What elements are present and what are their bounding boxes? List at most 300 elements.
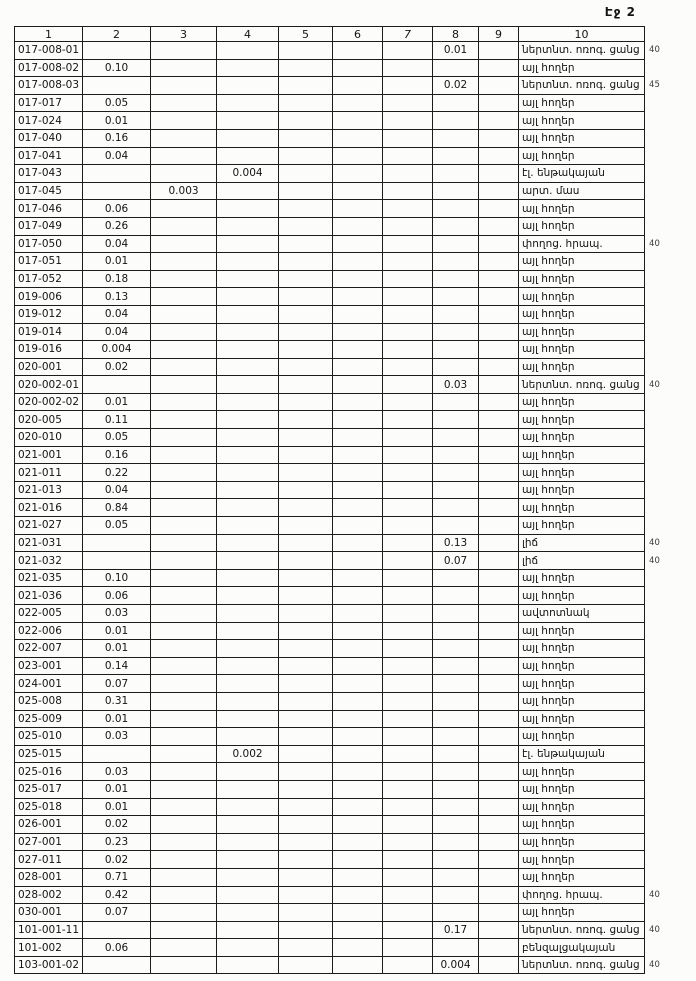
value-cell: 0.23 xyxy=(83,833,151,851)
value-cell xyxy=(479,552,519,570)
land-use-label: այլ հողեր xyxy=(519,464,645,482)
value-cell xyxy=(383,323,433,341)
value-cell xyxy=(217,217,279,235)
value-cell xyxy=(333,200,383,218)
table-row xyxy=(15,657,669,675)
value-cell xyxy=(151,341,217,359)
value-cell xyxy=(217,534,279,552)
parcel-code: 017-049 xyxy=(15,217,83,235)
value-cell: 0.06 xyxy=(83,939,151,957)
margin-note: 40 xyxy=(649,238,660,249)
value-cell xyxy=(279,42,333,60)
value-cell xyxy=(151,675,217,693)
value-cell: 0.02 xyxy=(83,816,151,834)
value-cell xyxy=(333,587,383,605)
value-cell: 0.004 xyxy=(217,165,279,183)
value-cell xyxy=(151,921,217,939)
value-cell xyxy=(151,939,217,957)
value-cell xyxy=(479,253,519,271)
value-cell xyxy=(83,77,151,95)
value-cell xyxy=(279,921,333,939)
value-cell xyxy=(383,59,433,77)
value-cell xyxy=(479,376,519,394)
value-cell xyxy=(433,464,479,482)
land-use-label: այլ հողեր xyxy=(519,517,645,535)
value-cell xyxy=(479,605,519,623)
value-cell xyxy=(151,129,217,147)
value-cell: 0.01 xyxy=(83,710,151,728)
margin-note xyxy=(645,358,669,376)
value-cell xyxy=(333,605,383,623)
value-cell xyxy=(217,341,279,359)
value-cell xyxy=(217,235,279,253)
parcel-code: 017-041 xyxy=(15,147,83,165)
column-header-6: 6 xyxy=(333,27,383,42)
value-cell xyxy=(433,165,479,183)
value-cell: 0.71 xyxy=(83,868,151,886)
parcel-code: 025-016 xyxy=(15,763,83,781)
value-cell xyxy=(479,182,519,200)
value-cell xyxy=(333,816,383,834)
value-cell xyxy=(433,358,479,376)
value-cell xyxy=(383,517,433,535)
value-cell xyxy=(479,763,519,781)
margin-note xyxy=(645,622,669,640)
value-cell xyxy=(217,464,279,482)
value-cell: 0.01 xyxy=(83,798,151,816)
value-cell xyxy=(151,305,217,323)
value-cell xyxy=(279,798,333,816)
value-cell xyxy=(279,622,333,640)
table-row xyxy=(15,921,669,939)
value-cell xyxy=(433,481,479,499)
value-cell xyxy=(479,429,519,447)
margin-note xyxy=(645,305,669,323)
margin-note xyxy=(645,657,669,675)
parcel-code: 020-002-01 xyxy=(15,376,83,394)
table-row xyxy=(15,622,669,640)
value-cell xyxy=(479,147,519,165)
value-cell xyxy=(333,429,383,447)
value-cell xyxy=(383,165,433,183)
value-cell xyxy=(433,851,479,869)
value-cell xyxy=(479,745,519,763)
value-cell xyxy=(217,640,279,658)
value-cell xyxy=(383,147,433,165)
value-cell xyxy=(383,956,433,974)
value-cell xyxy=(333,728,383,746)
land-use-label: այլ հողեր xyxy=(519,587,645,605)
value-cell xyxy=(433,341,479,359)
value-cell xyxy=(279,745,333,763)
value-cell xyxy=(279,446,333,464)
table-row xyxy=(15,323,669,341)
land-use-label: այլ հողեր xyxy=(519,763,645,781)
parcel-code: 020-005 xyxy=(15,411,83,429)
margin-note xyxy=(645,517,669,535)
value-cell xyxy=(479,112,519,130)
table-row xyxy=(15,745,669,763)
margin-note xyxy=(645,745,669,763)
parcel-code: 017-046 xyxy=(15,200,83,218)
value-cell: 0.03 xyxy=(83,605,151,623)
table-row xyxy=(15,675,669,693)
land-use-label: այլ հողեր xyxy=(519,393,645,411)
parcel-code: 021-036 xyxy=(15,587,83,605)
value-cell xyxy=(151,886,217,904)
value-cell xyxy=(383,270,433,288)
value-cell xyxy=(433,393,479,411)
value-cell xyxy=(217,393,279,411)
parcel-code: 025-008 xyxy=(15,692,83,710)
value-cell xyxy=(333,939,383,957)
value-cell: 0.42 xyxy=(83,886,151,904)
value-cell xyxy=(433,605,479,623)
table-row xyxy=(15,517,669,535)
parcel-code: 017-052 xyxy=(15,270,83,288)
value-cell xyxy=(279,780,333,798)
table-row xyxy=(15,235,669,253)
value-cell xyxy=(217,587,279,605)
value-cell: 0.003 xyxy=(151,182,217,200)
land-use-label: ներտնտ. ոռոգ. ցանց xyxy=(519,956,645,974)
table-row xyxy=(15,59,669,77)
value-cell xyxy=(217,622,279,640)
value-cell xyxy=(333,780,383,798)
value-cell xyxy=(279,77,333,95)
value-cell xyxy=(333,217,383,235)
value-cell xyxy=(279,288,333,306)
margin-note: 40 xyxy=(649,889,660,900)
value-cell xyxy=(479,235,519,253)
table-row xyxy=(15,253,669,271)
land-use-label: այլ հողեր xyxy=(519,816,645,834)
parcel-code: 021-031 xyxy=(15,534,83,552)
value-cell xyxy=(279,464,333,482)
margin-note: 40 xyxy=(649,924,660,935)
column-header-7: 7 xyxy=(383,27,433,42)
value-cell xyxy=(217,657,279,675)
value-cell xyxy=(333,112,383,130)
value-cell xyxy=(433,587,479,605)
value-cell xyxy=(333,165,383,183)
value-cell xyxy=(383,868,433,886)
parcel-code: 024-001 xyxy=(15,675,83,693)
value-cell xyxy=(383,129,433,147)
margin-note xyxy=(645,640,669,658)
value-cell xyxy=(479,622,519,640)
margin-note xyxy=(645,393,669,411)
table-row xyxy=(15,270,669,288)
value-cell xyxy=(279,165,333,183)
value-cell xyxy=(279,904,333,922)
value-cell xyxy=(217,112,279,130)
value-cell xyxy=(383,429,433,447)
value-cell: 0.18 xyxy=(83,270,151,288)
parcel-code: 020-010 xyxy=(15,429,83,447)
margin-note xyxy=(645,780,669,798)
value-cell xyxy=(279,499,333,517)
land-use-label: այլ հողեր xyxy=(519,710,645,728)
table-row xyxy=(15,939,669,957)
value-cell xyxy=(217,816,279,834)
value-cell xyxy=(151,481,217,499)
value-cell xyxy=(479,939,519,957)
table-row xyxy=(15,393,669,411)
land-use-label: այլ հողեր xyxy=(519,692,645,710)
value-cell xyxy=(217,517,279,535)
margin-note: 40 xyxy=(649,960,660,971)
value-cell xyxy=(383,77,433,95)
value-cell xyxy=(383,235,433,253)
table-row xyxy=(15,165,669,183)
value-cell xyxy=(333,270,383,288)
table-row xyxy=(15,605,669,623)
margin-note xyxy=(645,341,669,359)
value-cell xyxy=(217,728,279,746)
table-row xyxy=(15,816,669,834)
value-cell xyxy=(433,112,479,130)
value-cell xyxy=(217,499,279,517)
value-cell xyxy=(383,376,433,394)
value-cell xyxy=(479,868,519,886)
land-use-label: էլ. ենթակայան xyxy=(519,165,645,183)
land-use-label: լիճ xyxy=(519,552,645,570)
land-use-label: այլ հողեր xyxy=(519,657,645,675)
value-cell xyxy=(151,200,217,218)
value-cell xyxy=(279,94,333,112)
value-cell xyxy=(151,728,217,746)
value-cell xyxy=(479,165,519,183)
land-use-label: այլ հողեր xyxy=(519,200,645,218)
parcel-code: 028-002 xyxy=(15,886,83,904)
table-row xyxy=(15,886,669,904)
value-cell xyxy=(383,886,433,904)
value-cell xyxy=(383,622,433,640)
value-cell xyxy=(383,534,433,552)
value-cell xyxy=(433,868,479,886)
value-cell xyxy=(333,147,383,165)
value-cell xyxy=(151,42,217,60)
land-use-label: այլ հողեր xyxy=(519,481,645,499)
margin-note xyxy=(645,270,669,288)
land-use-label: այլ հողեր xyxy=(519,129,645,147)
land-use-label: այլ հողեր xyxy=(519,323,645,341)
value-cell: 0.05 xyxy=(83,94,151,112)
table-row xyxy=(15,851,669,869)
value-cell xyxy=(333,59,383,77)
value-cell xyxy=(217,956,279,974)
value-cell xyxy=(479,77,519,95)
value-cell xyxy=(333,534,383,552)
parcel-code: 019-006 xyxy=(15,288,83,306)
value-cell xyxy=(217,200,279,218)
value-cell xyxy=(279,481,333,499)
value-cell xyxy=(279,640,333,658)
value-cell xyxy=(333,323,383,341)
value-cell xyxy=(383,393,433,411)
value-cell xyxy=(217,481,279,499)
value-cell: 0.10 xyxy=(83,59,151,77)
land-use-label: էլ. ենթակայան xyxy=(519,745,645,763)
value-cell xyxy=(83,534,151,552)
land-use-label: այլ հողեր xyxy=(519,675,645,693)
value-cell xyxy=(217,376,279,394)
value-cell xyxy=(151,763,217,781)
land-parcel-table xyxy=(14,26,669,974)
land-use-label: այլ հողեր xyxy=(519,59,645,77)
value-cell xyxy=(279,851,333,869)
value-cell: 0.01 xyxy=(83,640,151,658)
value-cell: 0.03 xyxy=(83,763,151,781)
value-cell xyxy=(151,534,217,552)
table-row xyxy=(15,77,669,95)
value-cell xyxy=(333,464,383,482)
parcel-code: 021-013 xyxy=(15,481,83,499)
value-cell xyxy=(217,569,279,587)
value-cell xyxy=(479,798,519,816)
value-cell xyxy=(433,59,479,77)
value-cell xyxy=(383,446,433,464)
land-use-label: ներտնտ. ոռոգ. ցանց xyxy=(519,42,645,60)
value-cell xyxy=(83,921,151,939)
value-cell xyxy=(433,692,479,710)
table-row xyxy=(15,200,669,218)
value-cell: 0.01 xyxy=(83,393,151,411)
value-cell: 0.07 xyxy=(83,675,151,693)
value-cell xyxy=(151,798,217,816)
value-cell xyxy=(433,798,479,816)
parcel-code: 021-011 xyxy=(15,464,83,482)
value-cell xyxy=(383,200,433,218)
value-cell xyxy=(333,305,383,323)
parcel-code: 017-043 xyxy=(15,165,83,183)
value-cell xyxy=(383,253,433,271)
value-cell xyxy=(333,552,383,570)
margin-note xyxy=(645,499,669,517)
value-cell xyxy=(151,94,217,112)
value-cell xyxy=(479,393,519,411)
value-cell xyxy=(217,798,279,816)
parcel-code: 020-001 xyxy=(15,358,83,376)
parcel-code: 017-017 xyxy=(15,94,83,112)
value-cell xyxy=(151,217,217,235)
value-cell xyxy=(433,640,479,658)
value-cell xyxy=(279,200,333,218)
land-use-label: այլ հողեր xyxy=(519,358,645,376)
value-cell: 0.01 xyxy=(83,780,151,798)
margin-note xyxy=(645,429,669,447)
value-cell xyxy=(479,464,519,482)
value-cell xyxy=(433,499,479,517)
value-cell xyxy=(479,411,519,429)
margin-note xyxy=(645,200,669,218)
table-row xyxy=(15,42,669,60)
value-cell xyxy=(279,411,333,429)
margin-note xyxy=(645,147,669,165)
table-row xyxy=(15,780,669,798)
parcel-code: 021-032 xyxy=(15,552,83,570)
value-cell xyxy=(279,517,333,535)
value-cell xyxy=(333,517,383,535)
table-row xyxy=(15,94,669,112)
table-row xyxy=(15,376,669,394)
value-cell xyxy=(217,59,279,77)
land-use-label: այլ հողեր xyxy=(519,288,645,306)
value-cell xyxy=(383,763,433,781)
value-cell xyxy=(333,182,383,200)
value-cell xyxy=(151,657,217,675)
value-cell xyxy=(217,429,279,447)
land-use-label: այլ հողեր xyxy=(519,305,645,323)
value-cell xyxy=(433,323,479,341)
parcel-code: 019-016 xyxy=(15,341,83,359)
value-cell: 0.04 xyxy=(83,147,151,165)
value-cell xyxy=(217,780,279,798)
land-use-label: ներտնտ. ոռոգ. ցանց xyxy=(519,921,645,939)
margin-note: 40 xyxy=(649,45,660,56)
value-cell xyxy=(151,640,217,658)
value-cell xyxy=(217,605,279,623)
value-cell xyxy=(383,217,433,235)
value-cell: 0.01 xyxy=(83,112,151,130)
margin-note xyxy=(645,446,669,464)
value-cell xyxy=(333,657,383,675)
value-cell xyxy=(433,94,479,112)
value-cell xyxy=(383,939,433,957)
value-cell xyxy=(479,816,519,834)
value-cell xyxy=(383,464,433,482)
land-use-label: այլ հողեր xyxy=(519,868,645,886)
value-cell: 0.06 xyxy=(83,200,151,218)
value-cell xyxy=(333,640,383,658)
value-cell: 0.13 xyxy=(433,534,479,552)
value-cell xyxy=(217,305,279,323)
value-cell xyxy=(151,868,217,886)
margin-note xyxy=(645,129,669,147)
value-cell: 0.11 xyxy=(83,411,151,429)
value-cell xyxy=(383,569,433,587)
value-cell xyxy=(217,851,279,869)
value-cell xyxy=(279,147,333,165)
value-cell xyxy=(279,235,333,253)
value-cell: 0.07 xyxy=(433,552,479,570)
margin-note xyxy=(645,904,669,922)
value-cell xyxy=(383,921,433,939)
value-cell xyxy=(383,728,433,746)
value-cell xyxy=(383,710,433,728)
value-cell xyxy=(279,816,333,834)
value-cell xyxy=(383,499,433,517)
value-cell xyxy=(479,657,519,675)
parcel-code: 017-024 xyxy=(15,112,83,130)
value-cell xyxy=(383,816,433,834)
value-cell xyxy=(151,358,217,376)
margin-note xyxy=(645,94,669,112)
table-row xyxy=(15,640,669,658)
value-cell xyxy=(333,851,383,869)
table-row xyxy=(15,112,669,130)
value-cell xyxy=(433,217,479,235)
land-use-label: ներտնտ. ոռոգ. ցանց xyxy=(519,77,645,95)
value-cell xyxy=(433,745,479,763)
value-cell xyxy=(217,129,279,147)
value-cell xyxy=(217,358,279,376)
land-use-label: այլ հողեր xyxy=(519,270,645,288)
value-cell xyxy=(433,939,479,957)
value-cell: 0.07 xyxy=(83,904,151,922)
value-cell xyxy=(217,323,279,341)
